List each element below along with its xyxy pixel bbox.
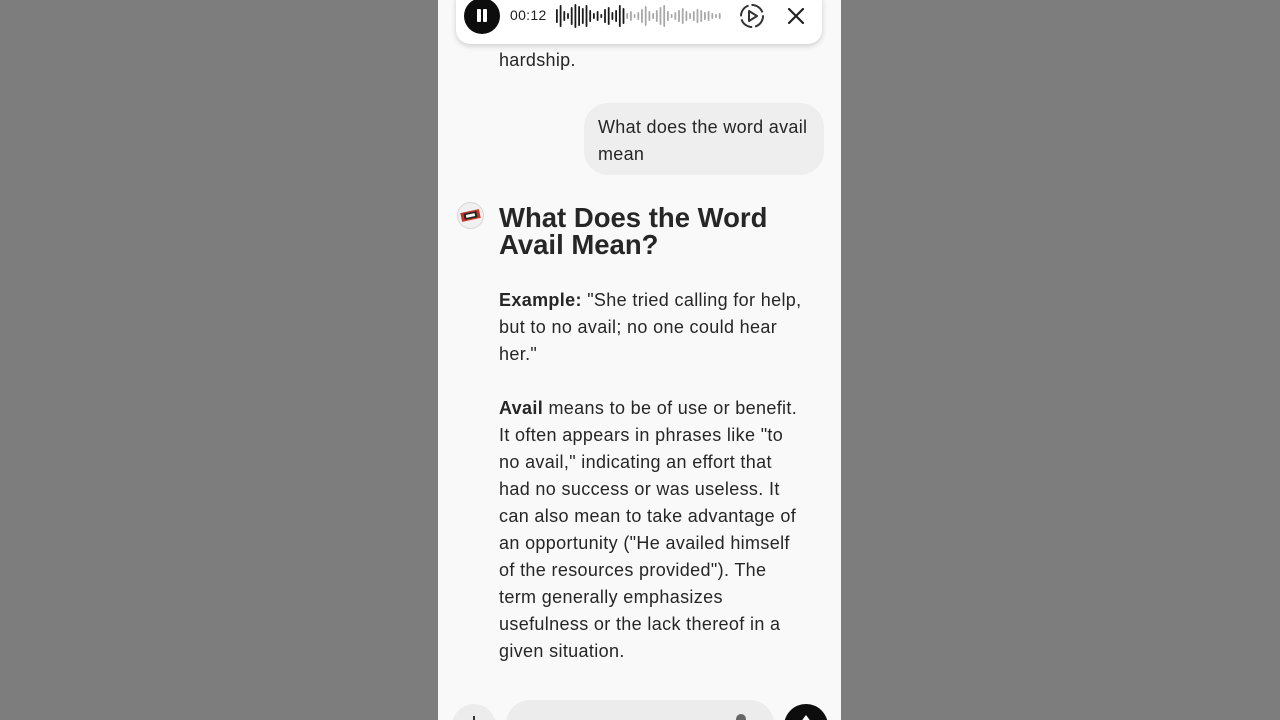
text-line: means to be of use or benefit.	[543, 398, 798, 418]
right-backdrop	[841, 0, 1280, 720]
text-line: can also mean to take advantage of	[499, 506, 797, 526]
chat-screen	[438, 0, 841, 720]
heading-line: Avail Mean?	[499, 229, 659, 260]
audio-player-bar	[456, 0, 822, 44]
text-line: her."	[499, 344, 538, 364]
text-line: term generally emphasizes	[499, 587, 723, 607]
text-line: but to no avail; no one could hear	[499, 317, 778, 337]
text-line: It often appears in phrases like "to	[499, 425, 784, 445]
example-label: Example:	[499, 290, 582, 310]
text-line: usefulness or the lack thereof in a	[499, 614, 781, 634]
text-line: given situation.	[499, 641, 625, 661]
response-heading	[499, 204, 815, 258]
pause-icon	[483, 9, 487, 22]
text-line: "She tried calling for help,	[581, 290, 802, 310]
left-backdrop	[0, 0, 438, 720]
definition-paragraph	[499, 395, 815, 665]
add-attachment-button[interactable]	[452, 704, 496, 720]
user-message-bubble: What does the word avail mean	[584, 103, 824, 175]
close-icon[interactable]	[782, 2, 810, 30]
text-line: had no success or was useless. It	[499, 479, 780, 499]
assistant-avatar-icon	[457, 202, 484, 229]
definition-term: Avail	[499, 398, 544, 418]
text-line: no avail," indicating an effort that	[499, 452, 772, 472]
pause-icon	[477, 9, 481, 22]
message-input[interactable]	[506, 700, 774, 720]
replay-icon[interactable]	[738, 2, 766, 30]
waveform-icon[interactable]	[556, 2, 726, 30]
text-line: of the resources provided"). The	[499, 560, 767, 580]
heading-line: What Does the Word	[499, 202, 768, 233]
pause-button[interactable]	[464, 0, 500, 34]
assistant-response	[499, 204, 815, 665]
mic-icon[interactable]	[736, 714, 746, 720]
example-paragraph	[499, 287, 815, 368]
send-button[interactable]	[784, 704, 828, 720]
send-icon	[800, 715, 812, 720]
elapsed-time: 00:12	[510, 7, 547, 23]
plus-icon	[473, 716, 475, 720]
previous-message-tail: hardship.	[499, 50, 576, 70]
text-line: an opportunity ("He availed himself	[499, 533, 790, 553]
